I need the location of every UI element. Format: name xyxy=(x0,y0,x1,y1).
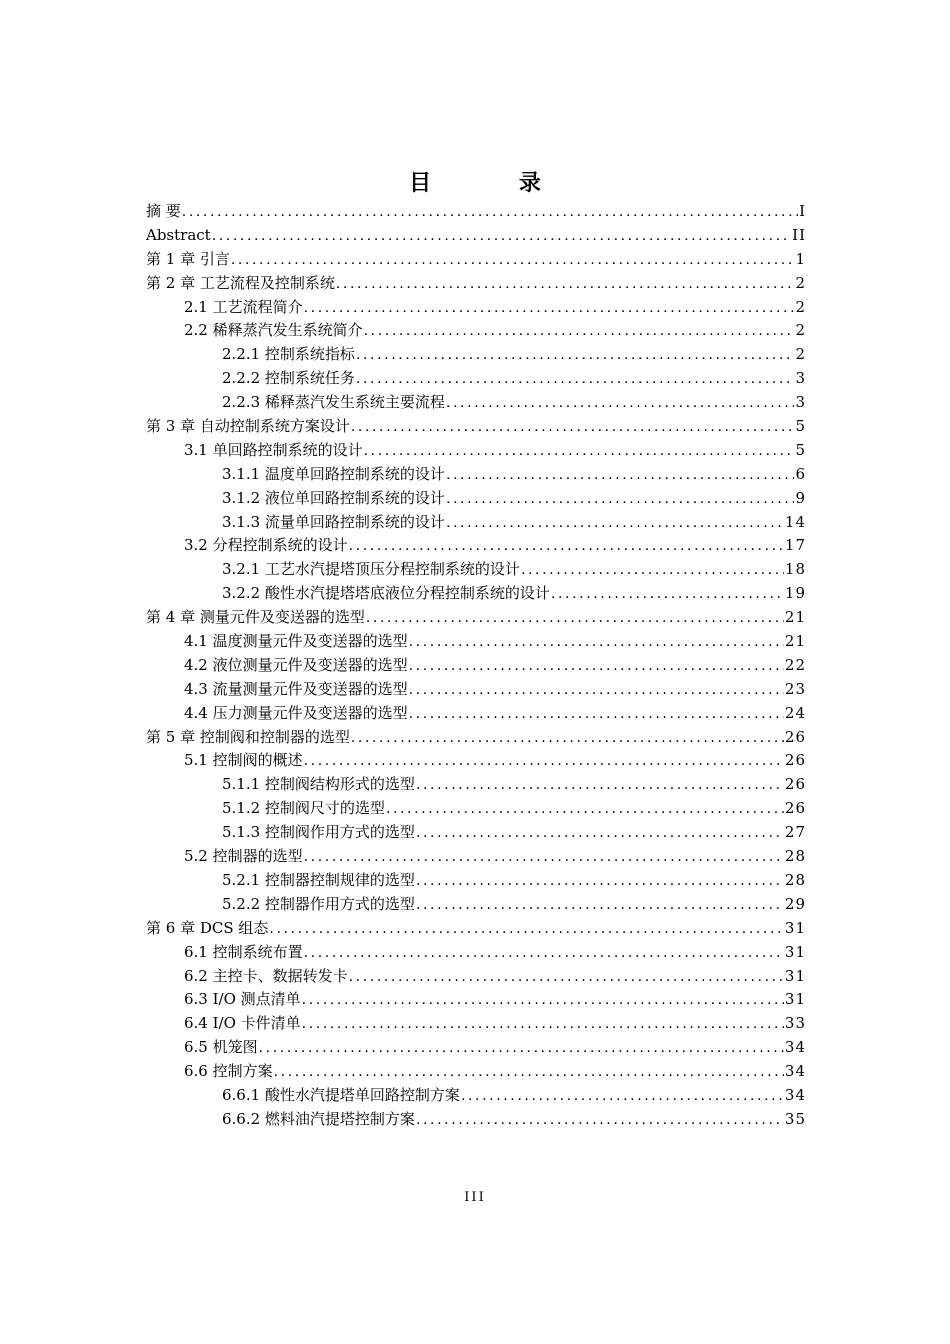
toc-entry-page: I xyxy=(799,202,806,220)
dot-leader xyxy=(302,989,784,1012)
toc-entry-title: 第 4 章 测量元件及变送器的选型 xyxy=(146,608,365,627)
toc-entry[interactable] xyxy=(146,869,806,893)
toc-entry-page: 22 xyxy=(784,655,806,674)
dot-leader xyxy=(336,273,795,296)
toc-entry[interactable] xyxy=(146,1012,806,1036)
toc-entry-page: 28 xyxy=(784,870,806,889)
toc-entry-title: 2.1 工艺流程简介 xyxy=(184,297,303,316)
toc-entry[interactable] xyxy=(146,391,806,415)
toc-entry[interactable] xyxy=(146,1108,806,1132)
toc-entry-title: 5.2.1 控制器控制规律的选型 xyxy=(222,870,415,889)
page-number: III xyxy=(464,1190,486,1205)
toc-entry[interactable] xyxy=(146,845,806,869)
toc-entry[interactable] xyxy=(146,534,806,558)
toc-entry-page: 24 xyxy=(784,703,806,722)
toc-entry-page: 23 xyxy=(784,679,806,698)
dot-leader xyxy=(349,535,784,558)
toc-entry[interactable] xyxy=(146,343,806,367)
toc-entry[interactable] xyxy=(146,702,806,726)
toc-entry-title: 第 3 章 自动控制系统方案设计 xyxy=(146,417,350,436)
toc-entry[interactable] xyxy=(146,200,806,224)
toc-entry-title: 第 2 章 工艺流程及控制系统 xyxy=(146,273,335,292)
dot-leader xyxy=(366,607,784,630)
toc-entry[interactable] xyxy=(146,917,806,941)
toc-entry[interactable] xyxy=(146,439,806,463)
toc-entry-page: 27 xyxy=(784,823,806,842)
toc-entry[interactable] xyxy=(146,726,806,750)
toc-entry-page: 33 xyxy=(784,1014,806,1033)
toc-entry-title: 5.1 控制阀的概述 xyxy=(184,751,303,770)
dot-leader xyxy=(304,942,784,965)
toc-entry-title: 3.1.3 流量单回路控制系统的设计 xyxy=(222,512,445,531)
toc-entry-page: 26 xyxy=(784,775,806,794)
toc-entry-page: 28 xyxy=(784,847,806,866)
dot-leader xyxy=(302,1013,784,1036)
toc-entry[interactable] xyxy=(146,463,806,487)
toc-entry[interactable] xyxy=(146,319,806,343)
toc-entry-page: 31 xyxy=(784,942,806,961)
toc-entry-title: 3.1.1 温度单回路控制系统的设计 xyxy=(222,464,445,483)
toc-entry-page: 31 xyxy=(784,918,806,937)
toc-entry-page: 2 xyxy=(795,297,806,316)
toc-entry-title: 5.1.3 控制阀作用方式的选型 xyxy=(222,823,415,842)
toc-entry[interactable] xyxy=(146,821,806,845)
toc-entry-title: 6.6 控制方案 xyxy=(184,1062,273,1081)
dot-leader xyxy=(351,727,784,750)
dot-leader xyxy=(446,392,795,415)
dot-leader xyxy=(349,966,784,989)
dot-leader xyxy=(416,870,784,893)
toc-entry-page: 21 xyxy=(784,608,806,627)
toc-entry-page: 18 xyxy=(784,560,806,579)
toc-entry[interactable] xyxy=(146,749,806,773)
page-title: 目 录 xyxy=(409,171,581,196)
toc-entry-title: 6.1 控制系统布置 xyxy=(184,942,303,961)
dot-leader xyxy=(409,703,784,726)
toc-entry-page: 2 xyxy=(795,345,806,364)
toc-entry-title: Abstract xyxy=(146,225,211,244)
toc-entry[interactable] xyxy=(146,511,806,535)
toc-entry-title: 2.2.1 控制系统指标 xyxy=(222,345,355,364)
toc-entry-page: 26 xyxy=(784,727,806,746)
table-of-contents xyxy=(146,200,806,1132)
toc-entry-title: 6.3 I/O 测点清单 xyxy=(184,990,301,1009)
dot-leader xyxy=(212,225,791,248)
dot-leader xyxy=(274,1061,784,1084)
toc-entry-title: 6.6.1 酸性水汽提塔单回路控制方案 xyxy=(222,1085,460,1104)
toc-entry-page: 9 xyxy=(795,488,806,507)
dot-leader xyxy=(446,512,784,535)
toc-entry-page: II xyxy=(792,225,806,244)
toc-entry-title: 3.1 单回路控制系统的设计 xyxy=(184,440,363,459)
dot-leader xyxy=(521,559,784,582)
toc-entry-title: 3.2 分程控制系统的设计 xyxy=(184,536,348,555)
dot-leader xyxy=(304,750,784,773)
dot-leader xyxy=(269,918,784,941)
toc-entry[interactable] xyxy=(146,988,806,1012)
toc-entry-page: 34 xyxy=(784,1085,806,1104)
toc-entry-title: 6.6.2 燃料油汽提塔控制方案 xyxy=(222,1109,415,1128)
toc-entry[interactable] xyxy=(146,797,806,821)
toc-entry-page: 34 xyxy=(784,1038,806,1057)
toc-entry[interactable] xyxy=(146,1036,806,1060)
toc-entry[interactable] xyxy=(146,965,806,989)
toc-entry-page: 5 xyxy=(795,417,806,436)
dot-leader xyxy=(446,464,795,487)
toc-entry-title: 5.1.2 控制阀尺寸的选型 xyxy=(222,799,385,818)
toc-entry[interactable] xyxy=(146,367,806,391)
toc-entry[interactable] xyxy=(146,941,806,965)
dot-leader xyxy=(461,1085,784,1108)
toc-entry-page: 17 xyxy=(784,536,806,555)
dot-leader xyxy=(551,583,784,606)
dot-leader xyxy=(409,631,784,654)
toc-entry-page: 19 xyxy=(784,584,806,603)
dot-leader xyxy=(446,488,795,511)
toc-entry-page: 3 xyxy=(795,393,806,412)
dot-leader xyxy=(356,368,795,391)
toc-entry[interactable] xyxy=(146,558,806,582)
dot-leader xyxy=(304,846,784,869)
toc-entry[interactable] xyxy=(146,272,806,296)
toc-entry-title: 第 5 章 控制阀和控制器的选型 xyxy=(146,727,350,746)
toc-entry[interactable] xyxy=(146,487,806,511)
dot-leader xyxy=(364,320,795,343)
toc-entry-title: 第 1 章 引言 xyxy=(146,249,230,268)
dot-leader xyxy=(356,344,795,367)
toc-entry-page: 5 xyxy=(795,440,806,459)
toc-entry-title: 6.5 机笼图 xyxy=(184,1038,258,1057)
toc-entry-page: 2 xyxy=(795,273,806,292)
toc-entry-title: 6.4 I/O 卡件清单 xyxy=(184,1014,301,1033)
toc-entry-title: 4.4 压力测量元件及变送器的选型 xyxy=(184,703,408,722)
dot-leader xyxy=(416,774,784,797)
toc-entry[interactable] xyxy=(146,773,806,797)
toc-entry-title: 5.2 控制器的选型 xyxy=(184,847,303,866)
toc-entry[interactable] xyxy=(146,296,806,320)
toc-entry-page: 26 xyxy=(784,799,806,818)
toc-entry-page: 3 xyxy=(795,369,806,388)
toc-entry[interactable] xyxy=(146,893,806,917)
toc-entry-page: 26 xyxy=(784,751,806,770)
toc-entry-title: 5.2.2 控制器作用方式的选型 xyxy=(222,894,415,913)
dot-leader xyxy=(182,201,798,224)
toc-entry-title: 2.2.2 控制系统任务 xyxy=(222,369,355,388)
toc-entry[interactable] xyxy=(146,678,806,702)
dot-leader xyxy=(231,249,795,272)
toc-entry[interactable] xyxy=(146,1060,806,1084)
dot-leader xyxy=(364,440,795,463)
dot-leader xyxy=(409,679,784,702)
toc-entry-page: 6 xyxy=(795,464,806,483)
dot-leader xyxy=(409,655,784,678)
toc-entry-page: 1 xyxy=(795,249,806,268)
toc-entry-title: 6.2 主控卡、数据转发卡 xyxy=(184,966,348,985)
toc-entry-page: 34 xyxy=(784,1062,806,1081)
toc-entry[interactable] xyxy=(146,224,806,248)
dot-leader xyxy=(416,1109,784,1132)
toc-entry-title: 5.1.1 控制阀结构形式的选型 xyxy=(222,775,415,794)
toc-entry[interactable] xyxy=(146,248,806,272)
toc-entry-page: 29 xyxy=(784,894,806,913)
toc-entry-page: 31 xyxy=(784,990,806,1009)
toc-entry-page: 31 xyxy=(784,966,806,985)
dot-leader xyxy=(259,1037,784,1060)
toc-entry[interactable] xyxy=(146,582,806,606)
toc-entry[interactable] xyxy=(146,606,806,630)
toc-entry-page: 35 xyxy=(784,1109,806,1128)
dot-leader xyxy=(304,297,795,320)
toc-entry-title: 4.2 液位测量元件及变送器的选型 xyxy=(184,655,408,674)
toc-entry-title: 2.2.3 稀释蒸汽发生系统主要流程 xyxy=(222,393,445,412)
toc-entry-page: 14 xyxy=(784,512,806,531)
dot-leader xyxy=(416,822,784,845)
toc-entry-title: 4.1 温度测量元件及变送器的选型 xyxy=(184,632,408,651)
toc-entry-title: 2.2 稀释蒸汽发生系统简介 xyxy=(184,321,363,340)
toc-entry-title: 4.3 流量测量元件及变送器的选型 xyxy=(184,679,408,698)
toc-entry[interactable] xyxy=(146,630,806,654)
dot-leader xyxy=(351,416,795,439)
toc-entry-title: 3.2.2 酸性水汽提塔塔底液位分程控制系统的设计 xyxy=(222,584,550,603)
toc-entry-title: 3.2.1 工艺水汽提塔顶压分程控制系统的设计 xyxy=(222,560,520,579)
toc-entry[interactable] xyxy=(146,415,806,439)
dot-leader xyxy=(416,894,784,917)
dot-leader xyxy=(386,798,784,821)
toc-entry-title: 3.1.2 液位单回路控制系统的设计 xyxy=(222,488,445,507)
toc-entry[interactable] xyxy=(146,654,806,678)
toc-entry-title: 第 6 章 DCS 组态 xyxy=(146,918,269,937)
toc-entry-page: 21 xyxy=(784,632,806,651)
toc-entry[interactable] xyxy=(146,1084,806,1108)
toc-entry-title: 摘 要 xyxy=(146,202,181,220)
toc-entry-page: 2 xyxy=(795,321,806,340)
